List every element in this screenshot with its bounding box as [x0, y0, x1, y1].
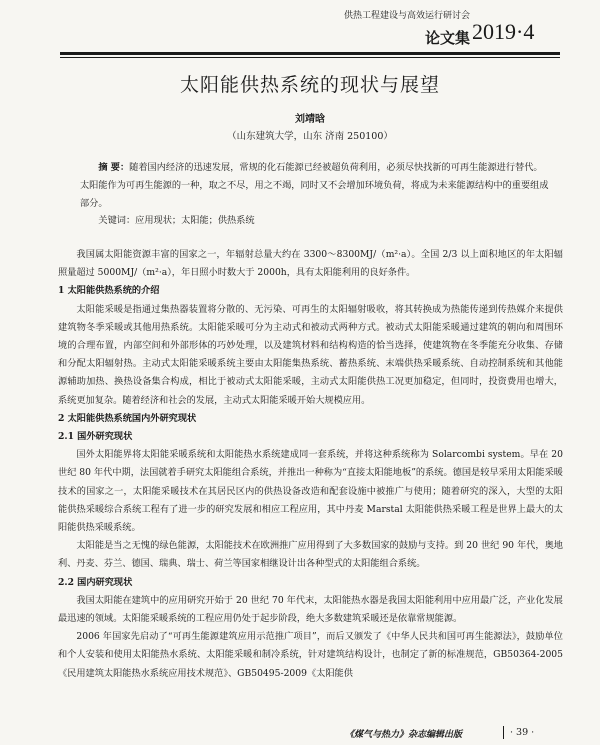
- header-rule-thick: [60, 52, 560, 55]
- footer-divider: [503, 726, 504, 739]
- article-title: 太阳能供热系统的现状与展望: [179, 74, 440, 96]
- subsection-heading: 2.1 国外研究现状: [58, 431, 133, 443]
- page-number: · 39 ·: [510, 727, 535, 738]
- subsection-heading: 2.2 国内研究现状: [58, 576, 133, 588]
- article-body: [58, 246, 563, 683]
- body-paragraph: 太阳能是当之无愧的绿色能源，太阳能技术在欧洲推广应用得到了大多数国家的鼓励与支持。到 20 世纪 90 年代，奥地利、丹麦、芬兰、德国、瑞典、瑞士、荷兰等国家相继设计出各种型式的太阳能组合系统。: [58, 540, 563, 570]
- keywords-label: 关键词：: [98, 215, 136, 226]
- abstract-text: 随着国内经济的迅速发展，常规的化石能源已经被超负荷利用，必须尽快找新的可再生能源进行替代。太阳能作为可再生能源的一种，取之不尽，用之不竭，同时又不会增加环境负荷，将成为未来能源结构中的重要组成部分。: [80, 162, 549, 209]
- issue-number: 2019·4: [472, 19, 535, 44]
- section-heading: 1 太阳能供热系统的介绍: [58, 285, 160, 297]
- footer-journal: 《煤气与热力》杂志编辑出版: [345, 730, 463, 740]
- header-rule-thin: [60, 57, 560, 58]
- keywords-text: 应用现状；太阳能；供热系统: [135, 215, 255, 226]
- body-paragraph: 太阳能采暖是指通过集热器装置将分散的、无污染、可再生的太阳辐射吸收，将其转换成为热能传递到传热媒介来提供建筑物冬季采暖或其他用热系统。太阳能采暖可分为主动式和被动式两种方式。被动式太阳能采暖通过建筑的朝向和周围环境的合理布置，内部空间和外部形体的巧妙处理，以及建筑材料和结构构造的恰当选择，使建筑物在冬季能充分收集、存储和分配太阳辐射热。主动式太阳能采暖系统主要由太阳能集热系统、蓄热系统、末端供热采暖系统、自动控制系统和其他能源辅助加热、换热设备集合构成，相比于被动式太阳能采暖，主动式太阳能供热工况更加稳定，但同时，投资费用也增大，系统更加复杂。随着经济和社会的发展，主动式太阳能采暖开始大规模应用。: [58, 303, 563, 406]
- body-paragraph: 我国太阳能在建筑中的应用研究开始于 20 世纪 70 年代末，太阳能热水器是我国太阳能利用中应用最广泛，产业化发展最迅速的领域。太阳能采暖系统的工程应用仍处于起步阶段，绝大多数建筑采暖还是依靠常规能源。: [58, 594, 563, 625]
- body-paragraph: 国外太阳能界将太阳能采暖系统和太阳能热水系统建成同一套系统，并将这种系统称为 Solarcombi system。早在 20 世纪 80 年代中期，法国就着手研究太阳能组合系统，并推出一种称为“直接太阳能地板”的系统。德国是较早采用太阳能采暖技术的国家之一，太阳能采暖技术在其居民区内的供热设备改造和配套设施中被推广与使用；随着研究的深入，大型的太阳能供热采暖综合系统工程有了进一步的研究发展和相应工程应用，其中丹麦 Marstal 太阳能供热采暖工程是世界上最大的太阳能供热采暖系统。: [58, 449, 563, 534]
- abstract: [80, 159, 550, 213]
- article-affiliation: （山东建筑大学，山东 济南 250100）: [227, 131, 393, 142]
- body-paragraph: 2006 年国家先启动了“可再生能源建筑应用示范推广项目”，而后又颁发了《中华人民共和国可再生能源法》，鼓励单位和个人安装和使用太阳能热水系统、太阳能采暖和制冷系统，针对建筑结构设计，也制定了新的标准规范，GB50364-2005《民用建筑太阳能热水系统应用技术规范》、GB50495-2009《太阳能供: [58, 631, 563, 679]
- abstract-label: 摘 要：: [98, 162, 130, 173]
- keywords: [80, 212, 550, 230]
- column-label: 论文集: [424, 29, 470, 47]
- body-paragraph: 我国属太阳能资源丰富的国家之一，年辐射总量大约在 3300～8300MJ/（m²·a）。全国 2/3 以上面积地区的年太阳辐照量超过 5000MJ/（m²·a），年日照小时数大于 2000h，具有太阳能利用的良好条件。: [58, 249, 563, 279]
- section-heading: 2 太阳能供热系统国内外研究现状: [58, 412, 197, 424]
- conference-header: 供热工程建设与高效运行研讨会: [343, 11, 470, 21]
- article-author: 刘靖晗: [295, 114, 325, 125]
